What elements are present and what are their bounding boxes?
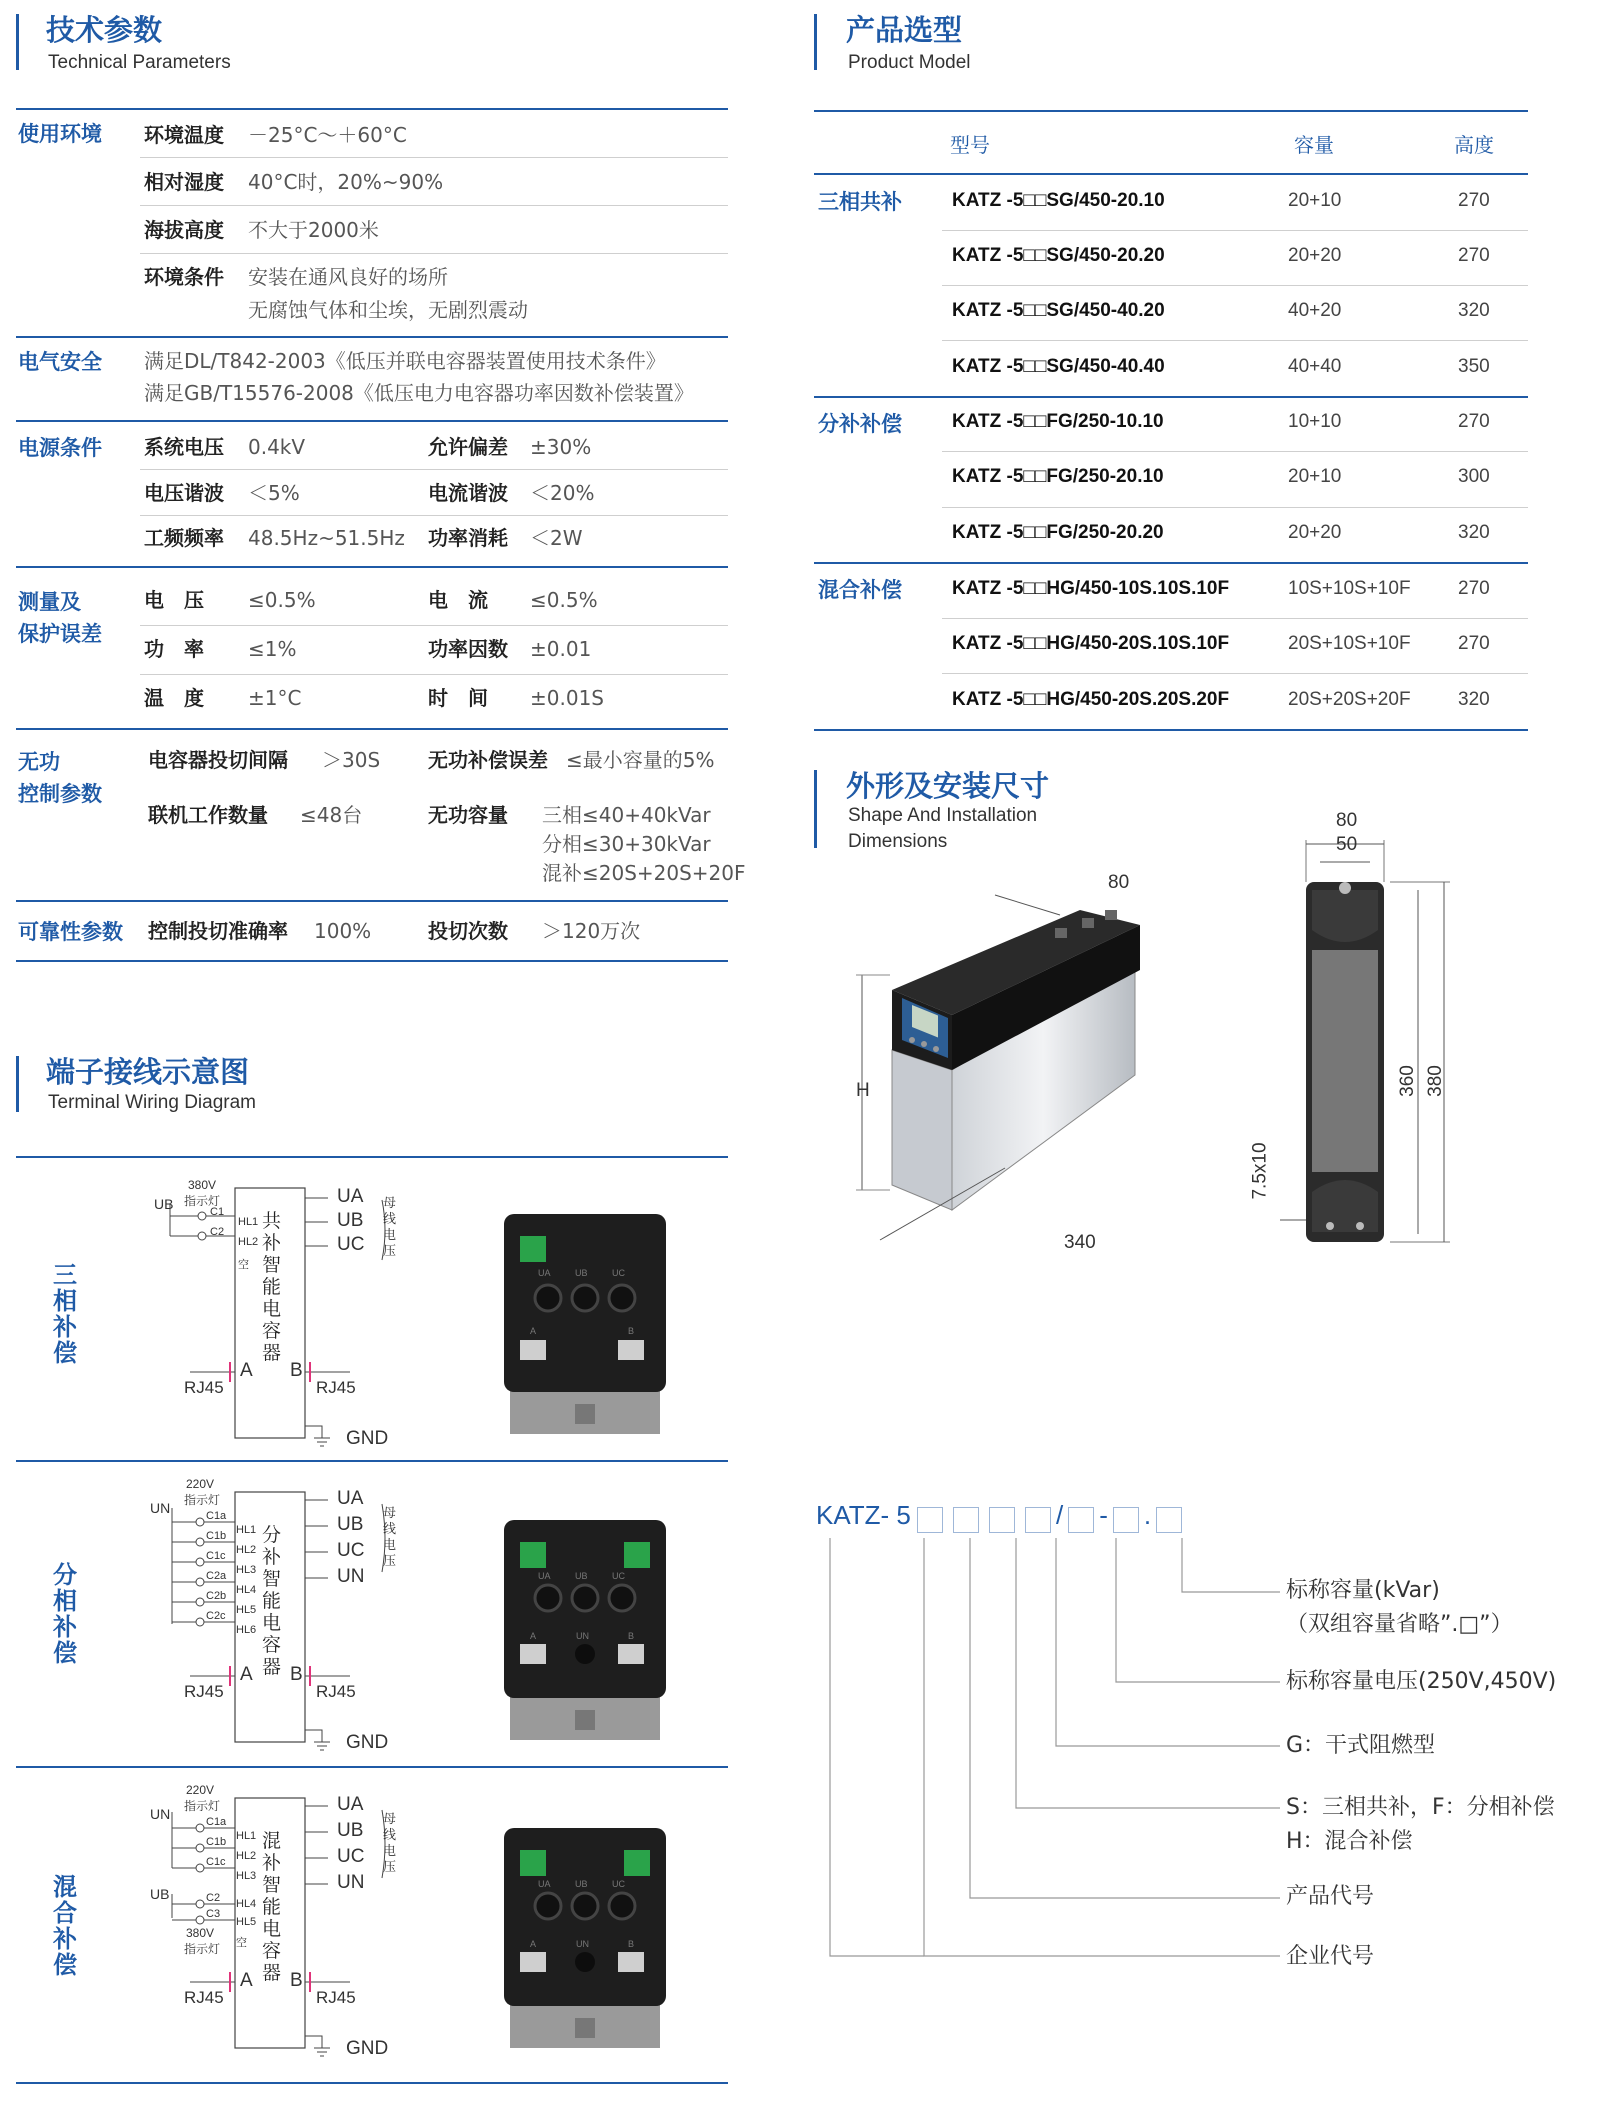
divider [942,618,1528,619]
term-label: UA [538,1268,551,1278]
divider [16,900,728,902]
value: ≤1% [248,637,297,661]
model-subtitle: Product Model [848,52,971,73]
a-label: A [240,1664,253,1685]
device-name: 共补智能电容器 [262,1210,282,1364]
term-label: UC [612,1571,625,1581]
value: 100% [314,919,372,943]
group-name: 混合补偿 [818,578,902,602]
height-cell: 270 [1458,190,1490,211]
divider [140,157,728,158]
code-box [1113,1507,1139,1533]
device-name: 混补智能电容器 [262,1830,282,1984]
cap-label: C1a [206,1510,227,1522]
label: 电容器投切间隔 [148,748,288,772]
rj45-label: RJ45 [184,1378,224,1397]
capacity-cell: 40+20 [1288,300,1342,321]
hl-label: HL5 [236,1916,257,1928]
cap-label: C2 [210,1226,225,1238]
height-cell: 270 [1458,411,1490,432]
term-label: UC [612,1879,625,1889]
un-label: UN [150,1806,171,1822]
cat-safety: 电气安全 [18,350,102,374]
label: 相对湿度 [144,170,224,194]
height-cell: 300 [1458,466,1490,487]
value: 不大于2000米 [248,218,379,242]
out-label: UC [337,1540,365,1561]
code-box [1156,1507,1182,1533]
dim-height: H [856,1080,870,1101]
rj45-label: RJ45 [316,1378,356,1397]
cap-label: C1b [206,1530,227,1542]
cat-reliability: 可靠性参数 [18,920,123,944]
group-name: 三相共补 [818,190,902,214]
label: 电压谐波 [144,481,224,505]
divider [814,173,1528,175]
terminal-photo [500,1214,670,1434]
code-dash: - [1099,1500,1108,1530]
header-capacity: 容量 [1294,133,1334,157]
hl-label: 空 [236,1937,247,1949]
divider [16,420,728,422]
divider [814,562,1528,564]
value: ≤0.5% [530,588,598,612]
value: －25°C～＋60°C [248,123,407,147]
term-label: B [628,1326,635,1336]
cap-label: C1 [210,1206,225,1218]
label: 投切次数 [428,919,508,943]
header-height: 高度 [1454,133,1494,157]
capacity-cell: 20+10 [1288,190,1342,211]
term-label: B [628,1631,635,1641]
label: 电流谐波 [428,481,508,505]
hl-label: HL4 [236,1584,257,1596]
capacity-cell: 20+10 [1288,466,1342,487]
label: 温 度 [144,686,204,710]
dim-top80: 80 [1336,810,1358,831]
divider [942,230,1528,231]
divider [140,674,728,675]
code-dot: . [1143,1500,1152,1530]
model-cell: KATZ -5□□HG/450-20S.20S.20F [952,689,1230,710]
code-box [917,1507,943,1533]
cap-label: C2a [206,1570,227,1582]
out-label: UA [337,1794,364,1815]
wiring-title-bar [16,1056,19,1112]
divider [140,253,728,254]
dim-length: 340 [1064,1232,1096,1253]
tech-subtitle: Technical Parameters [48,52,231,73]
value: ≤最小容量的5% [566,748,715,772]
code-desc: H：混合补偿 [1286,1829,1413,1854]
cap-label: C1c [206,1550,226,1562]
out-label: UB [337,1210,364,1231]
hl-label: HL4 [236,1898,257,1910]
label: 允许偏差 [428,435,508,459]
model-cell: KATZ -5□□FG/250-20.10 [952,466,1164,487]
model-cell: KATZ -5□□HG/450-10S.10S.10F [952,578,1230,599]
cap-label: C1c [206,1856,226,1868]
device-name: 分补智能电容器 [262,1524,282,1678]
a-label: A [240,1970,253,1991]
divider [16,108,728,110]
wiring-title: 端子接线示意图 [46,1055,250,1089]
value: 0.4kV [248,435,306,459]
label: 功率消耗 [428,526,508,550]
b-label: B [290,1664,303,1685]
hl-label: HL2 [236,1544,257,1556]
un-label: UN [150,1500,171,1516]
divider [942,340,1528,341]
divider [942,673,1528,674]
dim-h360: 360 [1396,1065,1418,1097]
cat-measure: 测量及 [18,590,81,614]
rj45-label: RJ45 [316,1682,356,1701]
out-label: UB [337,1514,364,1535]
label: 功 率 [144,637,204,661]
panel-category: 分相补偿 [53,1561,77,1667]
hl-label: HL2 [238,1236,259,1248]
out-label: UN [337,1872,365,1893]
divider [16,1766,728,1768]
cap-label: C2b [206,1590,227,1602]
shape-subtitle: Shape And Installation [848,805,1038,826]
out-label: UA [337,1488,364,1509]
dim-width: 80 [1108,872,1130,893]
term-label: A [530,1939,537,1949]
out-label: UN [337,1566,365,1587]
divider [814,396,1528,398]
dim-h380: 380 [1424,1065,1446,1097]
value: ＞30S [322,748,381,772]
capacity-cell: 20S+10S+10F [1288,633,1411,654]
model-cell: KATZ -5□□SG/450-40.20 [952,300,1165,321]
divider [942,507,1528,508]
shape-title-bar [814,770,817,848]
height-cell: 320 [1458,522,1490,543]
term-label: UN [576,1939,589,1949]
hl-label: HL5 [236,1604,257,1616]
wiring-diagram [150,1480,420,1752]
divider [140,205,728,206]
code-prefix: KATZ- 5 [816,1500,911,1530]
label: 系统电压 [144,435,224,459]
capacitor-3d-drawing [850,880,1170,1260]
supply-voltage: 380V [186,1926,215,1940]
out-label: UC [337,1234,365,1255]
divider [16,1460,728,1462]
rj45-label: RJ45 [316,1988,356,2007]
cat-reactive: 无功 [18,750,60,774]
gnd-label: GND [346,2038,389,2059]
divider [814,729,1528,731]
hl-label: HL2 [236,1850,257,1862]
code-boxes [912,1500,1187,1533]
un-label: UB [154,1196,174,1212]
code-box [953,1507,979,1533]
divider [140,515,728,516]
label: 功率因数 [428,637,508,661]
supply-voltage: 220V [186,1783,215,1797]
group-name: 分补补偿 [818,412,902,436]
value: 三相≤40+40kVar [542,803,711,827]
capacitor-front-drawing [1240,820,1480,1260]
cat-env: 使用环境 [18,122,102,146]
cap-label: C3 [206,1908,221,1920]
model-title: 产品选型 [846,13,963,47]
panel-category: 混合补偿 [53,1873,77,1979]
value: ±0.01 [530,637,592,661]
code-box [1025,1507,1051,1533]
terminal-photo [500,1520,670,1740]
code-desc: 产品代号 [1286,1884,1375,1909]
supply-voltage: 380V [188,1178,217,1192]
code-desc: G：干式阻燃型 [1286,1733,1436,1758]
model-cell: KATZ -5□□SG/450-40.40 [952,356,1165,377]
cat-power: 电源条件 [18,436,102,460]
out-label: UB [337,1820,364,1841]
value: 安装在通风良好的场所 [248,265,448,289]
code-box [1068,1507,1094,1533]
header-model: 型号 [950,133,990,157]
hl-label: HL1 [236,1830,257,1842]
dim-hole: 7.5x10 [1249,1142,1271,1200]
label: 时 间 [428,686,488,710]
hl-label: HL6 [236,1624,257,1636]
term-label: UA [538,1571,551,1581]
capacity-cell: 10S+10S+10F [1288,578,1411,599]
a-label: A [240,1360,253,1381]
code-desc: 企业代号 [1286,1944,1375,1969]
wiring-diagram [150,1176,420,1448]
divider [140,469,728,470]
code-desc: 标称容量(kVar) [1286,1578,1440,1603]
terminal-photo [500,1828,670,2048]
dim-top50: 50 [1336,834,1358,855]
capacity-cell: 20+20 [1288,245,1342,266]
label: 无功补偿误差 [428,748,548,772]
tech-title: 技术参数 [46,13,163,47]
code-desc: 标称容量电压(250V,450V) [1286,1669,1557,1694]
bus-label: 母线电压 [383,1506,397,1569]
label: 控制投切准确率 [148,919,288,943]
label: 电 流 [428,588,488,612]
model-cell: KATZ -5□□HG/450-20S.10S.10F [952,633,1230,654]
hl-label: 空 [238,1259,249,1271]
code-box [989,1507,1015,1533]
cap-label: C2 [206,1892,221,1904]
value: 分相≤30+30kVar [542,832,711,856]
cap-label: C2c [206,1610,226,1622]
cat-reactive: 控制参数 [18,782,102,806]
label: 无功容量 [428,803,508,827]
code-desc: S：三相共补，F：分相补偿 [1286,1795,1555,1820]
lamp-label: 指示灯 [184,1942,221,1956]
term-label: UB [575,1268,588,1278]
value: ＞120万次 [542,919,641,943]
rj45-label: RJ45 [184,1988,224,2007]
capacity-cell: 40+40 [1288,356,1342,377]
label: 环境条件 [144,265,224,289]
hl-label: HL3 [236,1870,257,1882]
gnd-label: GND [346,1732,389,1753]
b-label: B [290,1970,303,1991]
safety-line: 满足DL/T842-2003《低压并联电容器装置使用技术条件》 [144,349,666,373]
model-cell: KATZ -5□□FG/250-10.10 [952,411,1164,432]
label: 联机工作数量 [148,803,268,827]
term-label: A [530,1326,537,1336]
divider [16,728,728,730]
value: 40°C时，20%~90% [248,170,444,194]
model-cell: KATZ -5□□SG/450-20.10 [952,190,1165,211]
bus-label: 母线电压 [383,1812,397,1875]
cat-measure: 保护误差 [18,622,102,646]
label: 电 压 [144,588,204,612]
gnd-label: GND [346,1428,389,1449]
divider [16,960,728,962]
height-cell: 270 [1458,633,1490,654]
term-label: UA [538,1879,551,1889]
model-title-bar [814,14,817,70]
height-cell: 270 [1458,245,1490,266]
wiring-subtitle: Terminal Wiring Diagram [48,1092,256,1113]
code-leader-lines [810,1532,1290,1962]
divider [16,1156,728,1158]
capacity-cell: 20S+20S+20F [1288,689,1411,710]
rj45-label: RJ45 [184,1682,224,1701]
term-label: UB [575,1571,588,1581]
lamp-label: 指示灯 [184,1799,221,1813]
supply-voltage: 220V [186,1477,215,1491]
value: ＜5% [248,481,300,505]
lamp-label: 指示灯 [184,1194,221,1208]
bus-label: 母线电压 [383,1196,397,1259]
cap-label: C1a [206,1816,227,1828]
divider [942,451,1528,452]
panel-category: 三相补偿 [53,1261,77,1367]
safety-line: 满足GB/T15576-2008《低压电力电容器功率因数补偿装置》 [144,381,694,405]
cap-label: C1b [206,1836,227,1848]
height-cell: 270 [1458,578,1490,599]
capacity-cell: 10+10 [1288,411,1342,432]
wiring-diagram [150,1786,420,2058]
hl-label: HL1 [238,1216,259,1228]
divider [16,336,728,338]
height-cell: 320 [1458,300,1490,321]
term-label: A [530,1631,537,1641]
height-cell: 350 [1458,356,1490,377]
label: 环境温度 [144,123,224,147]
value: ≤0.5% [248,588,316,612]
value: ＜20% [530,481,595,505]
model-cell: KATZ -5□□FG/250-20.20 [952,522,1164,543]
out-label: UC [337,1846,365,1867]
un-label: UB [150,1886,170,1902]
divider [814,110,1528,112]
term-label: UB [575,1879,588,1889]
hl-label: HL3 [236,1564,257,1576]
value: ＜2W [530,526,583,550]
label: 海拔高度 [144,218,224,242]
value: 无腐蚀气体和尘埃，无剧烈震动 [248,298,528,322]
term-label: UN [576,1631,589,1641]
b-label: B [290,1360,303,1381]
value: ±0.01S [530,686,604,710]
model-cell: KATZ -5□□SG/450-20.20 [952,245,1165,266]
code-desc: （双组容量省略”.□”） [1286,1612,1513,1637]
divider [942,285,1528,286]
shape-subtitle: Dimensions [848,831,948,852]
divider [16,2082,728,2084]
value: ±30% [530,435,592,459]
divider [16,566,728,568]
value: ≤48台 [300,803,363,827]
tech-title-bar [16,14,19,70]
value: ±1°C [248,686,302,710]
value: 48.5Hz~51.5Hz [248,526,405,550]
code-slash: / [1056,1500,1064,1530]
lamp-label: 指示灯 [184,1493,221,1507]
out-label: UA [337,1186,364,1207]
shape-title: 外形及安装尺寸 [846,769,1050,803]
term-label: B [628,1939,635,1949]
hl-label: HL1 [236,1524,257,1536]
divider [140,625,728,626]
value: 混补≤20S+20S+20F [542,861,746,885]
term-label: UC [612,1268,625,1278]
label: 工频频率 [144,526,224,550]
capacity-cell: 20+20 [1288,522,1342,543]
height-cell: 320 [1458,689,1490,710]
